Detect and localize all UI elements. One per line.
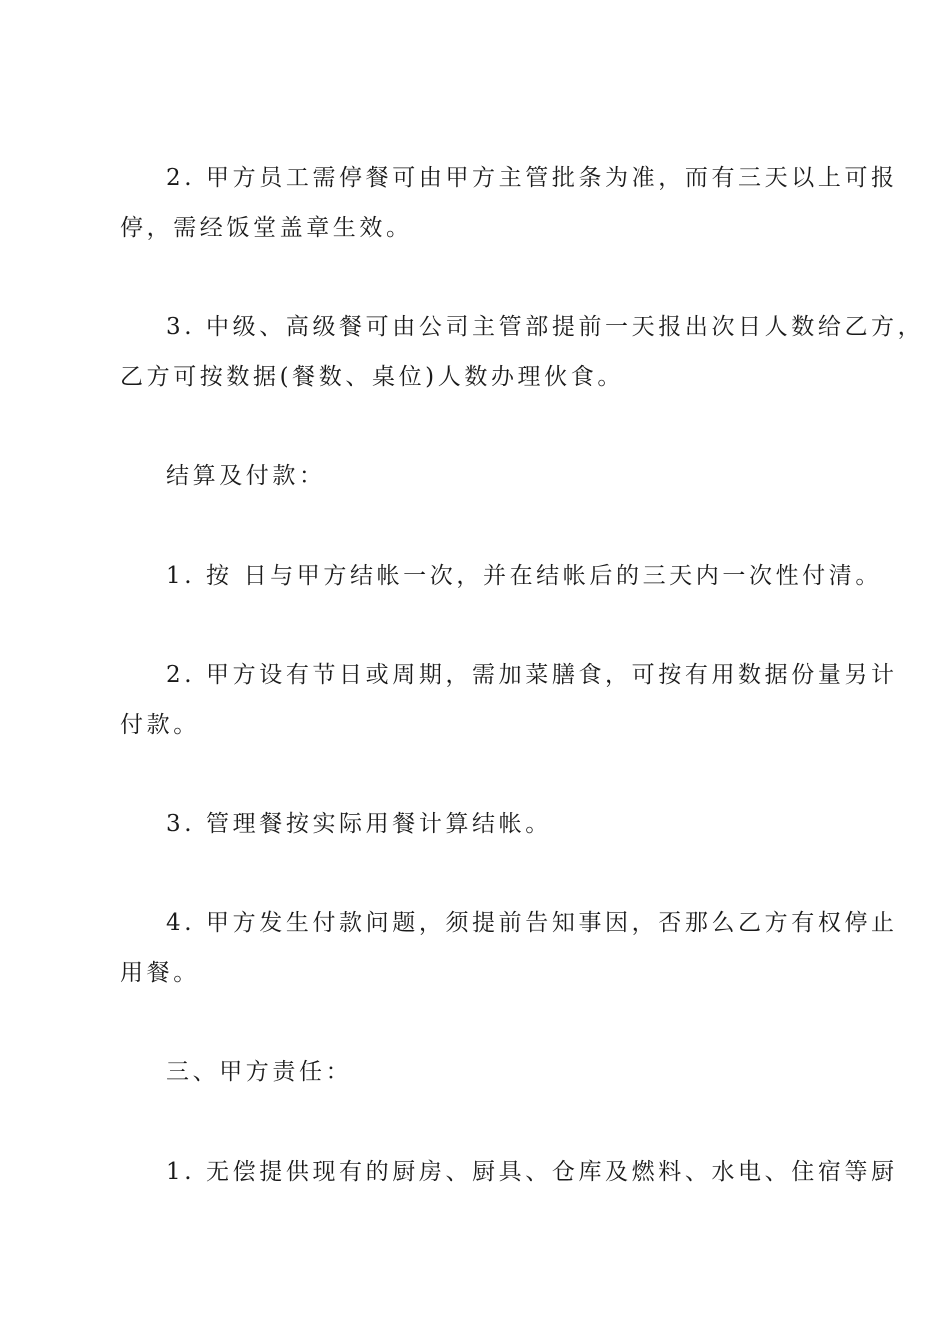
section-heading-party-a-duties: 三、甲方责任： (166, 1059, 353, 1085)
settlement-item-4-line-2: 用餐。 (120, 960, 200, 986)
paragraph-3-line-1: 3. 中级、高级餐可由公司主管部提前一天报出次日人数给乙方， (166, 314, 925, 340)
settlement-item-1: 1. 按 日与甲方结帐一次，并在结帐后的三天内一次性付清。 (166, 563, 882, 589)
paragraph-3-line-2: 乙方可按数据(餐数、桌位)人数办理伙食。 (120, 364, 624, 390)
settlement-item-2-line-1: 2. 甲方设有节日或周期，需加菜膳食，可按有用数据份量另计 (166, 662, 898, 688)
settlement-item-3: 3. 管理餐按实际用餐计算结帐。 (166, 811, 552, 837)
settlement-item-4-line-1: 4. 甲方发生付款问题，须提前告知事因，否那么乙方有权停止 (166, 910, 898, 936)
duty-item-1-line-1: 1. 无偿提供现有的厨房、厨具、仓库及燃料、水电、住宿等厨 (166, 1159, 898, 1185)
paragraph-2-line-1: 2. 甲方员工需停餐可由甲方主管批条为准，而有三天以上可报 (166, 165, 898, 191)
paragraph-2-line-2: 停，需经饭堂盖章生效。 (120, 215, 413, 241)
settlement-item-2-line-2: 付款。 (120, 712, 200, 738)
section-heading-settlement: 结算及付款： (166, 463, 326, 489)
